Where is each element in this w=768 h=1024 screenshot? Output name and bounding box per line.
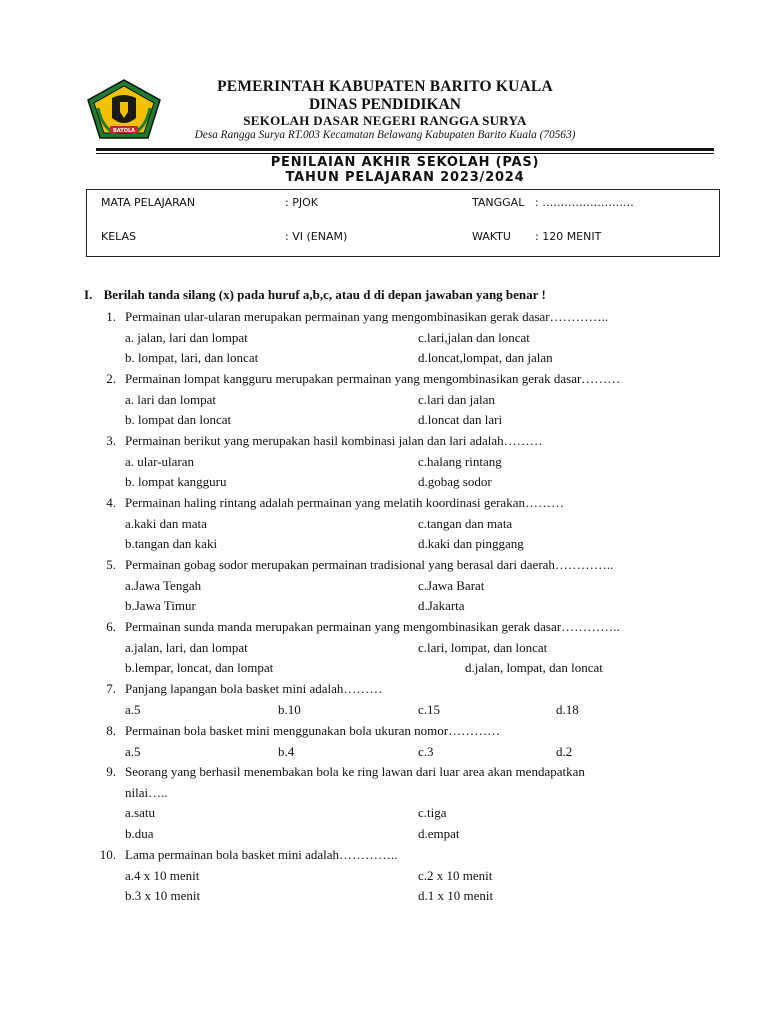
question-text: Seorang yang berhasil menembakan bola ke ring lawan dari luar area akan mendapatkan [125, 764, 585, 779]
exam-year: TAHUN PELAJARAN 2023/2024 [285, 170, 525, 185]
exam-info-box [86, 189, 720, 257]
option-b: b. lompat, lari, dan loncat [125, 350, 259, 366]
school-logo [86, 78, 162, 146]
option-a: a.satu [125, 805, 155, 821]
question-text: Permainan lompat kangguru merupakan permainan yang mengombinasikan gerak dasar……… [125, 371, 621, 386]
option-b: b.4 [278, 743, 295, 759]
option-a: a.4 x 10 menit [125, 867, 200, 883]
letterhead-rule-thick [96, 148, 714, 151]
question-number: 5. [106, 557, 116, 572]
question-number: 4. [106, 495, 116, 510]
option-d: d.Jakarta [418, 598, 465, 614]
question-text-continued: nilai….. [125, 784, 168, 800]
option-a: a. ular-ularan [125, 453, 195, 469]
option-d: d.18 [556, 701, 579, 717]
time-label: WAKTU [472, 230, 511, 243]
option-b: b.dua [125, 825, 154, 841]
option-b: b.10 [278, 701, 301, 717]
date-label: TANGGAL [472, 196, 525, 209]
question-text: Permainan gobag sodor merupakan permainan tradisional yang berasal dari daerah………….. [125, 557, 614, 572]
question-text: Permainan ular-ularan merupakan permainan yang mengombinasikan gerak dasar………….. [125, 309, 609, 324]
option-a: a.kaki dan mata [125, 515, 207, 531]
government-name: PEMERINTAH KABUPATEN BARITO KUALA [217, 78, 553, 95]
option-b: b. lompat kangguru [125, 474, 227, 490]
question-text: Panjang lapangan bola basket mini adalah……… [125, 681, 383, 696]
option-a: a.5 [125, 743, 141, 759]
question-text: Lama permainan bola basket mini adalah………….. [125, 847, 398, 862]
section-instruction [84, 287, 546, 303]
option-a: a.5 [125, 701, 141, 717]
school-name: SEKOLAH DASAR NEGERI RANGGA SURYA [243, 113, 527, 128]
option-a: a. lari dan lompat [125, 391, 216, 407]
option-a: a. jalan, lari dan lompat [125, 329, 248, 345]
question-text: Permainan berikut yang merupakan hasil kombinasi jalan dan lari adalah……… [125, 433, 543, 448]
option-a: a.Jawa Tengah [125, 577, 202, 593]
option-b: b. lompat dan loncat [125, 412, 232, 428]
class-label: KELAS [101, 230, 137, 243]
subject-label: MATA PELAJARAN [101, 196, 196, 209]
question-text: Permainan bola basket mini menggunakan bola ukuran nomor………… [125, 723, 501, 738]
option-c: c.2 x 10 menit [418, 867, 493, 883]
date-value: : ……………………. [535, 196, 634, 209]
question-text: Permainan sunda manda merupakan permainan yang mengombinasikan gerak dasar………….. [125, 619, 620, 634]
option-b: b.3 x 10 menit [125, 888, 201, 904]
question-text: Permainan haling rintang adalah permainan yang melatih koordinasi gerakan……… [125, 495, 564, 510]
option-d: d.1 x 10 menit [418, 888, 494, 904]
option-c: c.Jawa Barat [418, 577, 485, 593]
instruction-text: Berilah tanda silang (x) pada huruf a,b,c, atau d di depan jawaban yang benar ! [103, 287, 546, 302]
option-d: d.kaki dan pinggang [418, 536, 524, 552]
option-d: d.loncat,lompat, dan jalan [418, 350, 553, 366]
option-c: c.15 [418, 701, 441, 717]
option-c: c.3 [418, 743, 434, 759]
time-value: : 120 MENIT [535, 230, 602, 243]
option-d: d.loncat dan lari [418, 412, 503, 428]
option-c: c.lari dan jalan [418, 391, 495, 407]
section-roman: I. [84, 287, 93, 302]
exam-title: PENILAIAN AKHIR SEKOLAH (PAS) [270, 155, 540, 170]
option-a: a.jalan, lari, dan lompat [125, 639, 248, 655]
option-c: c.lari,jalan dan loncat [418, 329, 530, 345]
letterhead-rule-thin [96, 153, 714, 154]
question-number: 8. [106, 723, 116, 738]
option-b: b.Jawa Timur [125, 598, 196, 614]
subject-value: : PJOK [285, 196, 318, 209]
school-address: Desa Rangga Surya RT.003 Kecamatan Belawang Kabupaten Barito Kuala (70563) [194, 129, 576, 141]
option-c: c.tangan dan mata [418, 515, 513, 531]
question-number: 1. [106, 309, 116, 324]
option-b: b.lempar, loncat, dan lompat [125, 660, 274, 676]
question-number: 3. [106, 433, 116, 448]
class-value: : VI (ENAM) [285, 230, 348, 243]
department-name: DINAS PENDIDIKAN [308, 96, 461, 113]
option-c: c.lari, lompat, dan loncat [418, 639, 548, 655]
question-number: 10. [99, 847, 116, 862]
question-number: 9. [106, 764, 116, 779]
option-c: c.halang rintang [418, 453, 502, 469]
question-number: 2. [106, 371, 116, 386]
logo-text: BATOLA [112, 128, 136, 134]
question-number: 7. [106, 681, 116, 696]
option-d: d.2 [556, 743, 573, 759]
option-d: d.empat [418, 825, 460, 841]
option-b: b.tangan dan kaki [125, 536, 218, 552]
option-c: c.tiga [418, 805, 447, 821]
option-d: d.gobag sodor [418, 474, 492, 490]
option-d: d.jalan, lompat, dan loncat [465, 660, 603, 676]
question-number: 6. [106, 619, 116, 634]
